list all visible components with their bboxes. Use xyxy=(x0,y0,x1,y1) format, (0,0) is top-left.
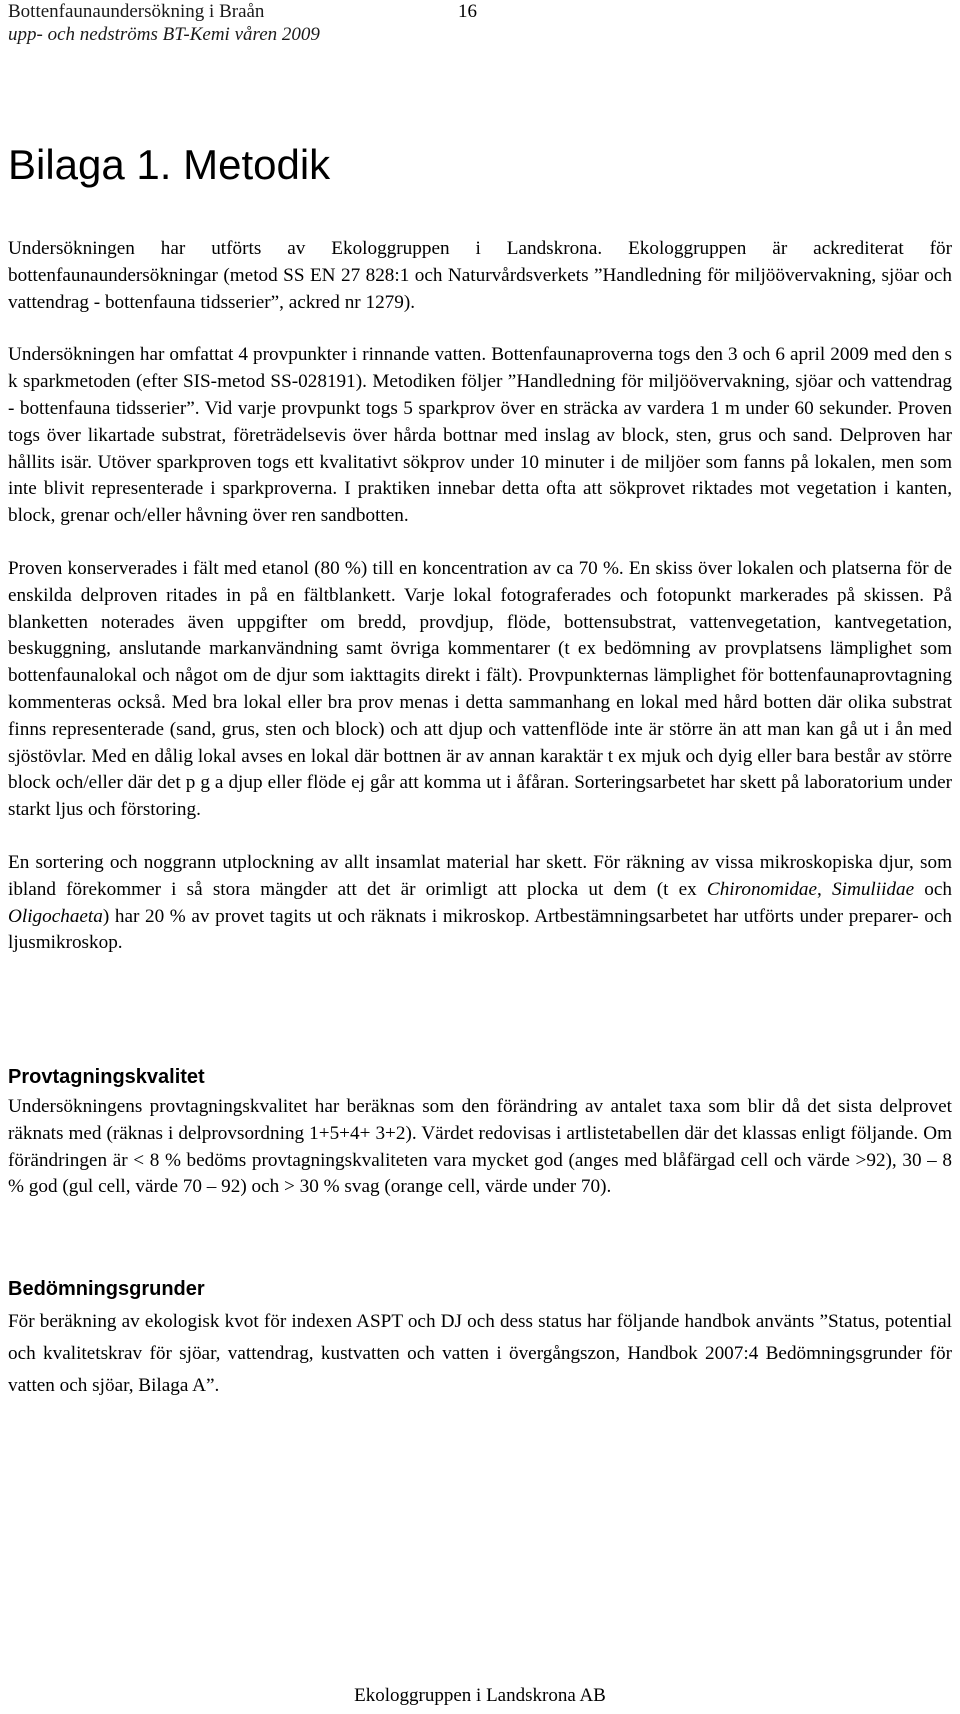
paragraph-bedomningsgrunder: För beräkning av ekologisk kvot för indexen ASPT och DJ och dess status har följande handbok använts ”Status, potential och kvalitetskrav för sjöar, vattendrag, kustvatten och vatten i övergångszon, Handbok 2007:4 Bedömningsgrunder för vatten och sjöar, Bilaga A”. xyxy=(8,1311,952,1396)
sorting-text-part2: ) har 20 % av provet tagits ut och räknats i mikroskop. Artbestämningsarbetet har utförts under preparer- och ljusmikroskop. xyxy=(8,905,952,954)
paragraph-sampling: Undersökningen har omfattat 4 provpunkter i rinnande vatten. Bottenfaunaproverna togs den 3 och 6 april 2009 med den s k sparkmetoden (efter SIS-metod SS-028191). Metodiken följer ”Handledning för miljöövervakning, sjöar och vattendrag - bottenfauna tidsserier”. Vid varje provpunkt togs 5 sparkprov över en sträcka av vardera 1 m under 60 sekunder. Proven togs över likartade substrat, företrädelsevis över hårda bottnar med inslag av block, sten, grus och sand. Delproven har hållits isär. Utöver sparkproven togs ett kvalitativt sökprov under 10 minuter i de miljöer som fanns på lokalen, men som inte blivit representerade i sparkproverna. I praktiken innebar detta ofta att sökprovet riktades mot vegetation i kanten, block, grenar och/eller håvning över ren sandbotten. xyxy=(8,344,952,527)
paragraph-accreditation: Undersökningen har utförts av Ekologgruppen i Landskrona. Ekologgruppen är ackrediterat för bottenfaunaundersökningar (metod SS EN 27 828:1 och Naturvårdsverkets ”Handledning för miljöövervakning, sjöar och vattendrag - bottenfauna tidsserier”, ackred nr 1279). xyxy=(8,238,952,313)
header-report-title: Bottenfaunaundersökning i Braån xyxy=(8,1,265,22)
paragraph-preservation: Proven konserverades i fält med etanol (80 %) till en koncentration av ca 70 %. En skiss över lokalen och platserna för de enskilda delproven ritades in på en fältblankett. Varje lokal fotograferades och fotopunkt markerades på skissen. På blanketten noterades även uppgifter om bredd, provdjup, flöde, bottensubstrat, vattenvegetation, kantvegetation, beskuggning, anslutande markanvändning samt övriga kommentarer (t ex bedömning av provplatsens lämplighet som bottenfaunalokal och något om de djur som iakttagits direkt i fält). Provpunkternas lämplighet för bottenfaunaprovtagning kommenteras också. Med bra lokal eller bra prov menas i detta sammanhang en lokal med hård botten där olika substrat finns representerade (sand, grus, sten och block) och att djup och vattenflöde inte är större än att man kan gå ut i ån med sjöstövlar. Med en dålig lokal avses en lokal där bottnen är av annan karaktär t ex mjuk och dyig eller bara består av större block och/eller där det p g a djup eller flöde ej går att komma ut i åfåran. Sorteringsarbetet har skett på laboratorium under starkt ljus och förstoring. xyxy=(8,557,952,821)
header-report-subtitle: upp- och nedströms BT-Kemi våren 2009 xyxy=(8,24,320,45)
paragraph-sorting xyxy=(8,850,952,957)
taxon-oligochaeta: Oligochaeta xyxy=(8,905,103,927)
body-text xyxy=(8,236,952,957)
section-provtagningskvalitet xyxy=(8,1094,952,1201)
section-bedomningsgrunder xyxy=(8,1306,952,1402)
page-footer xyxy=(0,1684,960,1708)
sorting-text-sep2: och xyxy=(914,878,952,900)
sorting-text-sep1: , xyxy=(817,878,833,900)
paragraph-provtagningskvalitet: Undersökningens provtagningskvalitet har beräknas som den förändring av antalet taxa som blir då det sista delprovet räknats med (räknas i delprovsordning 1+5+4+ 3+2). Värdet redovisas i artlistetabellen där det klassas enligt följande. Om förändringen är < 8 % bedöms provtagningskvaliteten vara mycket god (anges med blåfärgad cell och värde >92), 30 – 8 % god (gul cell, värde 70 – 92) och > 30 % svag (orange cell, värde under 70). xyxy=(8,1096,952,1198)
running-header xyxy=(8,0,528,46)
footer-company: Ekologgruppen i Landskrona AB xyxy=(354,1685,606,1706)
page-number: 16 xyxy=(458,1,477,22)
page-title: Bilaga 1. Metodik xyxy=(8,141,331,188)
taxon-simuliidae: Simuliidae xyxy=(832,878,915,900)
heading-provtagningskvalitet: Provtagningskvalitet xyxy=(8,1066,205,1088)
heading-bedomningsgrunder: Bedömningsgrunder xyxy=(8,1278,205,1300)
sorting-text-part1: En sortering och noggrann utplockning av allt insamlat material har skett. För räkning av vissa mikroskopiska djur, som ibland förekommer i så stora mängder att det är orimligt att plocka ut dem (t ex xyxy=(8,851,952,900)
taxon-chironomidae: Chironomidae xyxy=(706,878,818,900)
